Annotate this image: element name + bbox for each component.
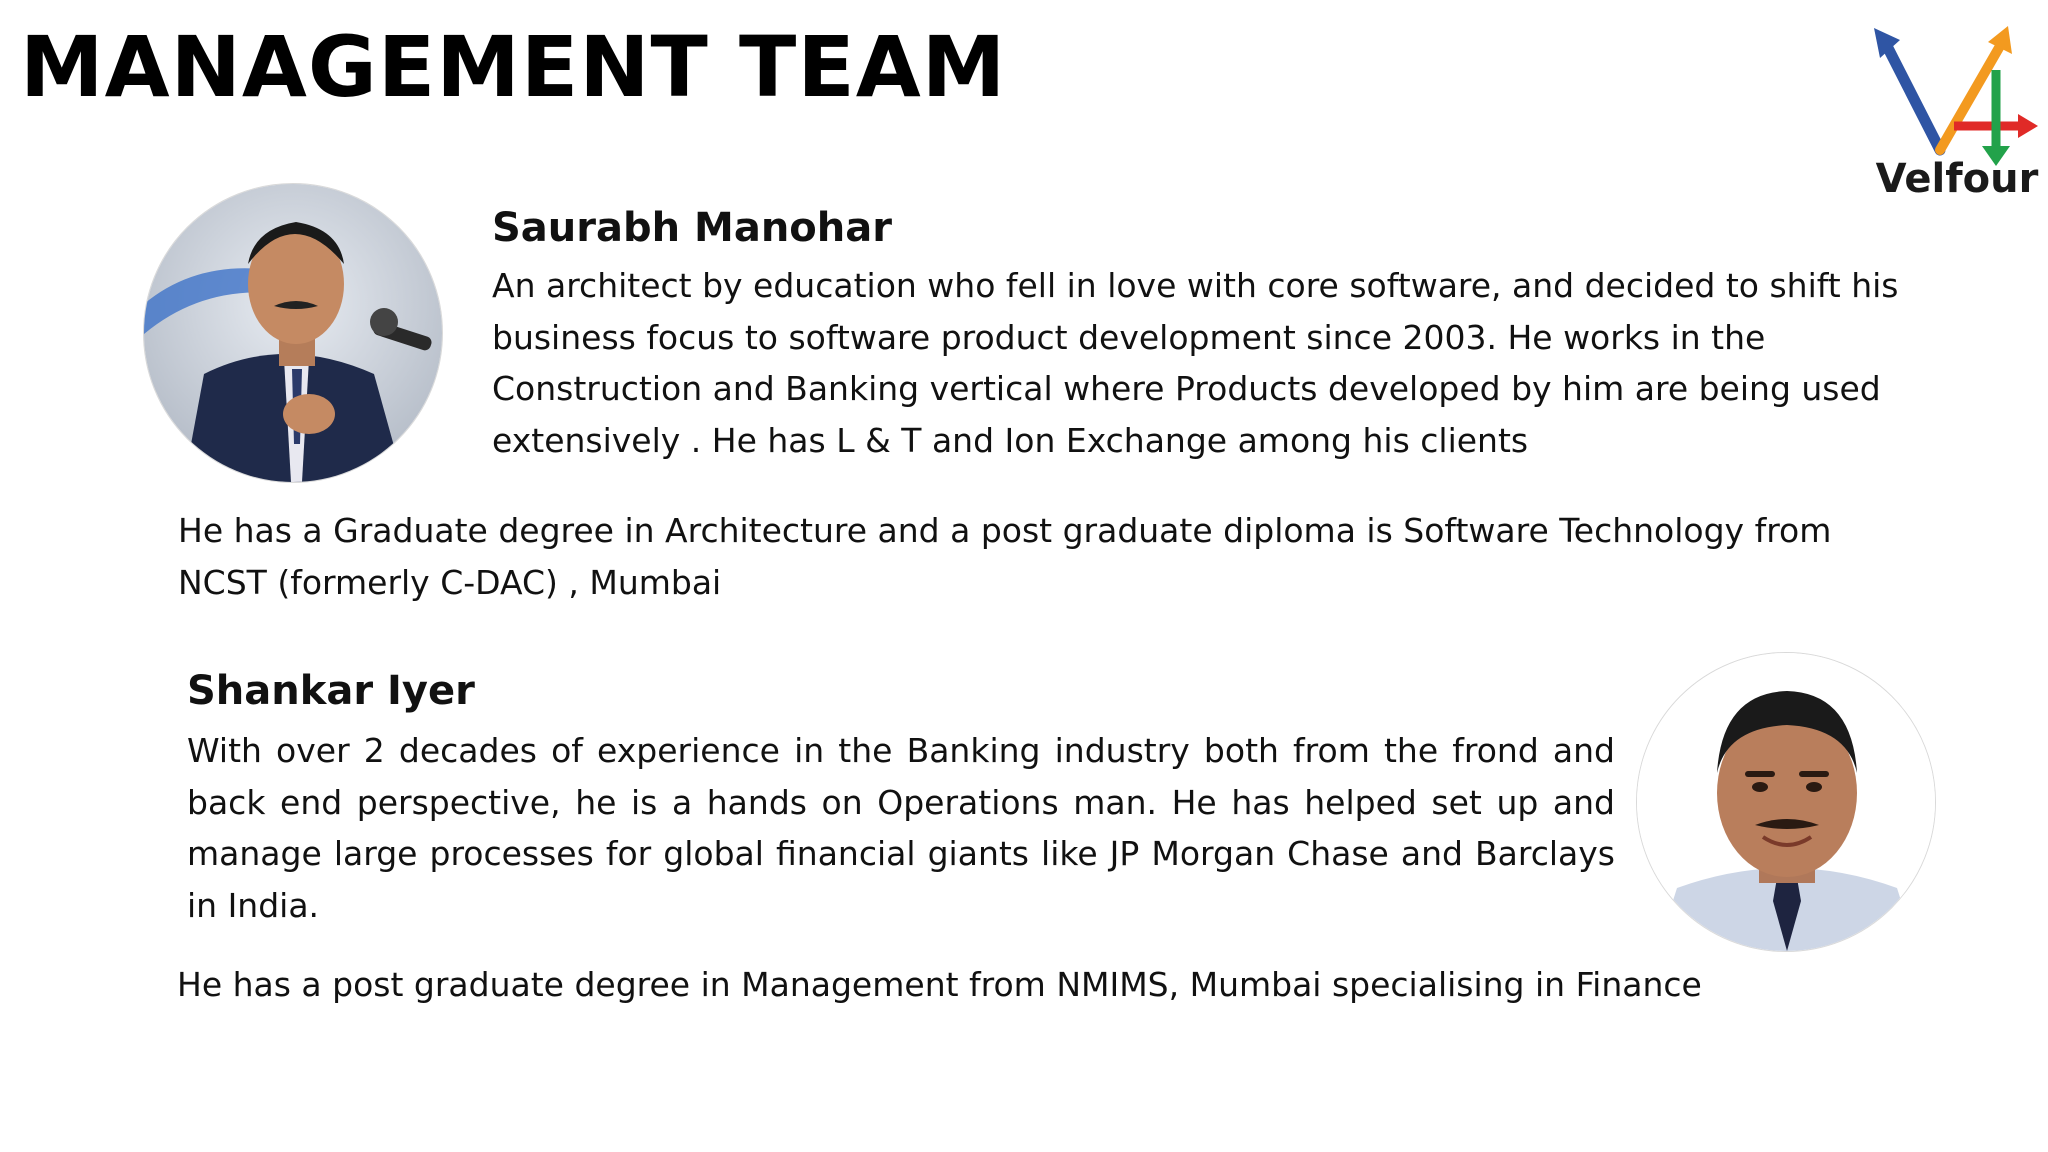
person-photo-icon: [144, 184, 442, 482]
member-bio: With over 2 decades of experience in the Banking industry both from the frond and back end perspective, he is a hands on Operations man. He has helped set up and manage large processes for global financial giants like JP Morgan Chase and Barclays in India.: [187, 731, 1615, 925]
person-photo-icon: [1637, 653, 1935, 951]
member-name: Saurabh Manohar: [492, 205, 892, 251]
logo-text: Velfour: [1875, 156, 2039, 202]
member-education: He has a post graduate degree in Management from NMIMS, Mumbai specialising in Finance: [177, 965, 1702, 1004]
shankar-iyer-photo: [1636, 652, 1936, 952]
saurabh-manohar-photo: [143, 183, 443, 483]
member-name: Shankar Iyer: [187, 668, 475, 714]
page-title: MANAGEMENT TEAM: [20, 18, 1007, 116]
member-education: He has a Graduate degree in Architecture and a post graduate diploma is Software Technology from NCST (formerly C-DAC) , Mumbai: [178, 511, 1832, 602]
member-bio: An architect by education who fell in love with core software, and decided to shift his business focus to software product development since 2003. He works in the Construction and Banking vertical where Products developed by him are being used extensively . He has L & T and Ion Exchange among his clients: [492, 266, 1899, 460]
